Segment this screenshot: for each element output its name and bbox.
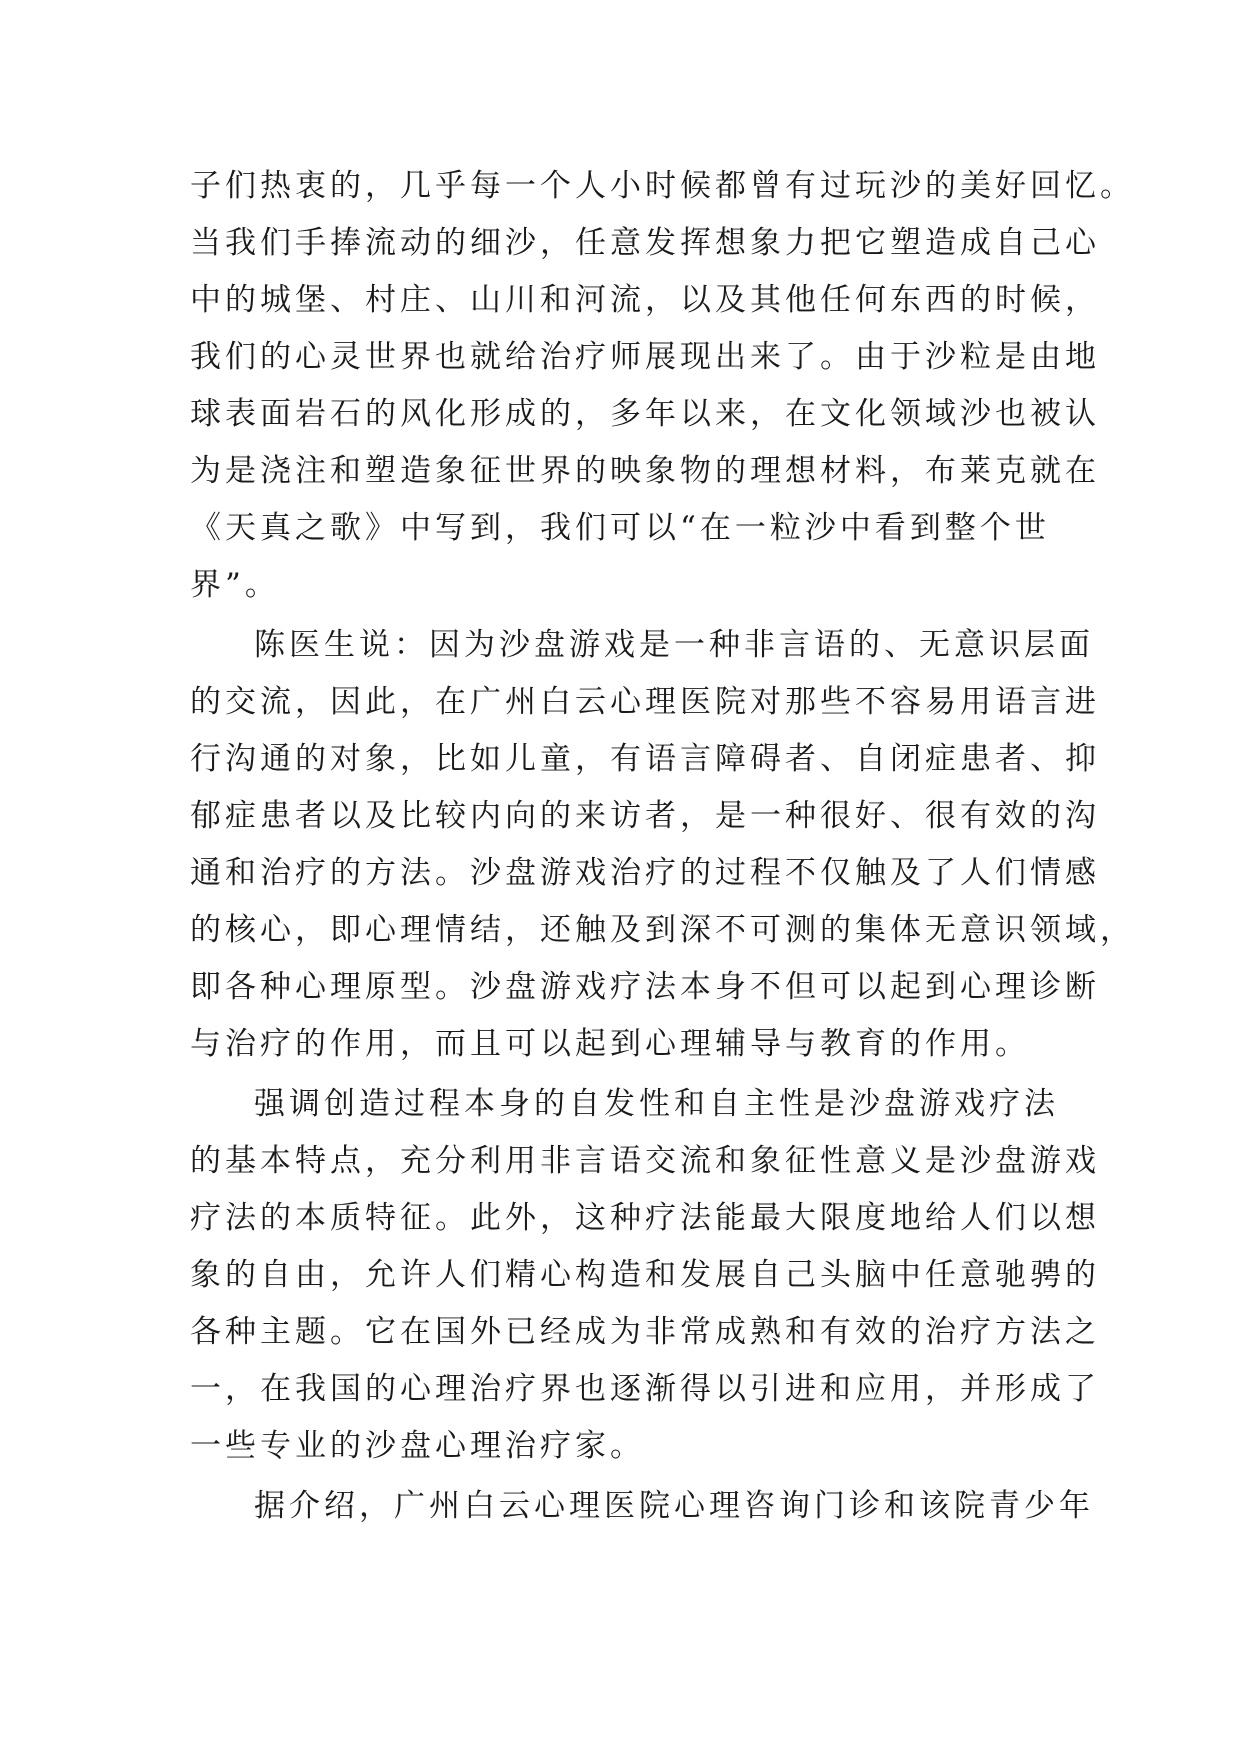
text-line: 界”。 xyxy=(190,567,280,603)
paragraph xyxy=(190,1076,1100,1475)
text-line: 我们的心灵世界也就给治疗师展现出来了。由于沙粒是由地 xyxy=(190,339,1100,375)
text-line: 一，在我国的心理治疗界也逐渐得以引进和应用，并形成了 xyxy=(190,1371,1100,1407)
text-line: 一些专业的沙盘心理治疗家。 xyxy=(190,1428,645,1464)
document-body xyxy=(190,158,1135,1535)
text-line: 即各种心理原型。沙盘游戏疗法本身不但可以起到心理诊断 xyxy=(190,969,1100,1005)
paragraph xyxy=(190,617,1135,1073)
paragraph xyxy=(190,158,1135,614)
text-line: 的基本特点，充分利用非言语交流和象征性意义是沙盘游戏 xyxy=(190,1143,1100,1179)
text-line: 郁症患者以及比较内向的来访者，是一种很好、很有效的沟 xyxy=(190,798,1100,834)
text-line: 疗法的本质特征。此外，这种疗法能最大限度地给人们以想 xyxy=(190,1200,1100,1236)
text-line: 陈医生说：因为沙盘游戏是一种非言语的、无意识层面 xyxy=(254,627,1094,663)
text-line: 为是浇注和塑造象征世界的映象物的理想材料，布莱克就在 xyxy=(190,453,1100,489)
text-line: 强调创造过程本身的自发性和自主性是沙盘游戏疗法 xyxy=(254,1086,1059,1122)
text-line: 各种主题。它在国外已经成为非常成熟和有效的治疗方法之 xyxy=(190,1314,1100,1350)
text-line: 行沟通的对象，比如儿童，有语言障碍者、自闭症患者、抑 xyxy=(190,741,1100,777)
text-line: 据介绍，广州白云心理医院心理咨询门诊和该院青少年 xyxy=(254,1488,1094,1524)
text-line: 与治疗的作用，而且可以起到心理辅导与教育的作用。 xyxy=(190,1026,1030,1062)
text-line: 通和治疗的方法。沙盘游戏治疗的过程不仅触及了人们情感 xyxy=(190,855,1100,891)
text-line: 球表面岩石的风化形成的，多年以来，在文化领域沙也被认 xyxy=(190,396,1100,432)
text-line: 的核心，即心理情结，还触及到深不可测的集体无意识领域， xyxy=(190,912,1135,948)
text-line: 《天真之歌》中写到，我们可以“在一粒沙中看到整个世 xyxy=(190,510,1050,546)
text-line: 象的自由，允许人们精心构造和发展自己头脑中任意驰骋的 xyxy=(190,1257,1100,1293)
text-line: 中的城堡、村庄、山川和河流，以及其他任何东西的时候， xyxy=(190,282,1100,318)
text-line: 的交流，因此，在广州白云心理医院对那些不容易用语言进 xyxy=(190,684,1100,720)
text-line: 当我们手捧流动的细沙，任意发挥想象力把它塑造成自己心 xyxy=(190,225,1100,261)
text-line: 子们热衷的，几乎每一个人小时候都曾有过玩沙的美好回忆。 xyxy=(190,168,1135,204)
paragraph xyxy=(190,1478,1094,1535)
